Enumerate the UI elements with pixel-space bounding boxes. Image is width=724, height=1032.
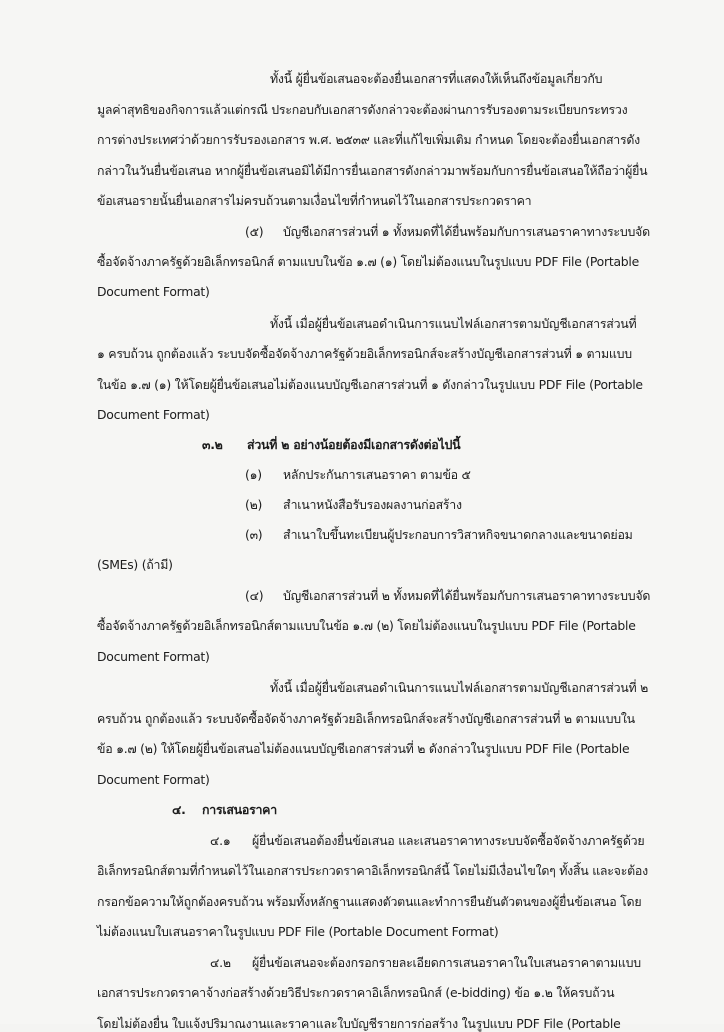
list-item-number: (๑) xyxy=(245,467,262,482)
paragraph-line: การต่างประเทศว่าด้วยการรับรองเอกสาร พ.ศ. ๒๕๓๙ และที่แก้ไขเพิ่มเติม กำหนด โดยจะต้องยื่นเอกสารดัง xyxy=(97,132,640,147)
paragraph-line: ๑ ครบถ้วน ถูกต้องแล้ว ระบบจัดซื้อจัดจ้างภาครัฐด้วยอิเล็กทรอนิกส์จะสร้างบัญชีเอกสารส่วนที่ ๑ ตามแบบ xyxy=(97,346,632,361)
list-item-text: หลักประกันการเสนอราคา ตามข้อ ๕ xyxy=(283,467,471,482)
paragraph-line: กล่าวในวันยื่นข้อเสนอ หากผู้ยื่นข้อเสนอมิได้มีการยื่นเอกสารดังกล่าวมาพร้อมกับการยื่นข้อเสนอให้ถือว่าผู้ยื่น xyxy=(97,163,648,178)
paragraph-line: Document Format) xyxy=(97,284,210,299)
list-item-text: สำเนาหนังสือรับรองผลงานก่อสร้าง xyxy=(283,497,462,512)
paragraph-line: อิเล็กทรอนิกส์ตามที่กำหนดไว้ในเอกสารประกวดราคาอิเล็กทรอนิกส์นี้ โดยไม่มีเงื่อนไขใดๆ ทั้งสิ้น และจะต้อง xyxy=(97,863,648,878)
paragraph-line: โดยไม่ต้องยื่น ใบแจ้งปริมาณงานและราคาและใบบัญชีรายการก่อสร้าง ในรูปแบบ PDF File (Portable xyxy=(97,1016,621,1031)
paragraph-line: ซื้อจัดจ้างภาครัฐด้วยอิเล็กทรอนิกส์ตามแบบในข้อ ๑.๗ (๒) โดยไม่ต้องแนบในรูปแบบ PDF File (Portable xyxy=(97,618,636,633)
subsection-text: ผู้ยื่นข้อเสนอจะต้องกรอกรายละเอียดการเสนอราคาในใบเสนอราคาตามแบบ xyxy=(252,955,641,970)
paragraph-line: ครบถ้วน ถูกต้องแล้ว ระบบจัดซื้อจัดจ้างภาครัฐด้วยอิเล็กทรอนิกส์จะสร้างบัญชีเอกสารส่วนที่ ๒ ตามแบบใน xyxy=(97,711,635,726)
paragraph-line: ซื้อจัดจ้างภาครัฐด้วยอิเล็กทรอนิกส์ ตามแบบในข้อ ๑.๗ (๑) โดยไม่ต้องแนบในรูปแบบ PDF File (Portable xyxy=(97,254,639,269)
paragraph-line: Document Format) xyxy=(97,407,210,422)
paragraph-line: ในข้อ ๑.๗ (๑) ให้โดยผู้ยื่นข้อเสนอไม่ต้องแนบบัญชีเอกสารส่วนที่ ๑ ดังกล่าวในรูปแบบ PDF File (Portable xyxy=(97,377,643,392)
subsection-text: ผู้ยื่นข้อเสนอต้องยื่นข้อเสนอ และเสนอราคาทางระบบจัดซื้อจัดจ้างภาครัฐด้วย xyxy=(252,833,645,848)
paragraph-line: (SMEs) (ถ้ามี) xyxy=(97,557,173,572)
list-item-number: (๓) xyxy=(245,527,263,542)
paragraph-line: ข้อเสนอรายนั้นยื่นเอกสารไม่ครบถ้วนตามเงื่อนไขที่กำหนดไว้ในเอกสารประกวดราคา xyxy=(97,193,532,208)
section-heading: ส่วนที่ ๒ อย่างน้อยต้องมีเอกสารดังต่อไปนี้ xyxy=(247,437,461,452)
paragraph-line: ทั้งนี้ เมื่อผู้ยื่นข้อเสนอดำเนินการแนบไฟล์เอกสารตามบัญชีเอกสารส่วนที่ ๒ xyxy=(270,680,649,695)
list-item-text: บัญชีเอกสารส่วนที่ ๒ ทั้งหมดที่ได้ยื่นพร้อมกับการเสนอราคาทางระบบจัด xyxy=(283,588,651,603)
paragraph-line: เอกสารประกวดราคาจ้างก่อสร้างด้วยวิธีประกวดราคาอิเล็กทรอนิกส์ (e-bidding) ข้อ ๑.๒ ให้ครบถ้วน xyxy=(97,985,615,1000)
paragraph-line: ไม่ต้องแนบใบเสนอราคาในรูปแบบ PDF File (Portable Document Format) xyxy=(97,924,499,939)
subsection-number: ๔.๒ xyxy=(210,955,231,970)
paragraph-line: ทั้งนี้ เมื่อผู้ยื่นข้อเสนอดำเนินการแนบไฟล์เอกสารตามบัญชีเอกสารส่วนที่ xyxy=(270,316,637,331)
paragraph-line: ทั้งนี้ ผู้ยื่นข้อเสนอจะต้องยื่นเอกสารที่แสดงให้เห็นถึงข้อมูลเกี่ยวกับ xyxy=(270,71,603,86)
subsection-number: ๔.๑ xyxy=(210,833,231,848)
section-number: ๓.๒ xyxy=(202,437,223,452)
section-number: ๔. xyxy=(172,802,186,817)
paragraph-line: Document Format) xyxy=(97,649,210,664)
list-item-number: (๒) xyxy=(245,497,263,512)
paragraph-line: Document Format) xyxy=(97,772,210,787)
list-item-text: สำเนาใบขึ้นทะเบียนผู้ประกอบการวิสาหกิจขนาดกลางและขนาดย่อม xyxy=(283,527,633,542)
paragraph-line: กรอกข้อความให้ถูกต้องครบถ้วน พร้อมทั้งหลักฐานแสดงตัวตนและทำการยืนยันตัวตนของผู้ยื่นข้อเสนอ โดย xyxy=(97,894,642,909)
list-item-number: (๔) xyxy=(245,588,264,603)
list-item-text: บัญชีเอกสารส่วนที่ ๑ ทั้งหมดที่ได้ยื่นพร้อมกับการเสนอราคาทางระบบจัด xyxy=(283,224,650,239)
paragraph-line: ข้อ ๑.๗ (๒) ให้โดยผู้ยื่นข้อเสนอไม่ต้องแนบบัญชีเอกสารส่วนที่ ๒ ดังกล่าวในรูปแบบ PDF File (Portable xyxy=(97,741,630,756)
list-item-number: (๕) xyxy=(245,224,264,239)
paragraph-line: มูลค่าสุทธิของกิจการแล้วแต่กรณี ประกอบกับเอกสารดังกล่าวจะต้องผ่านการรับรองตามระเบียบกระทรวง xyxy=(97,102,628,117)
section-heading: การเสนอราคา xyxy=(202,802,277,817)
